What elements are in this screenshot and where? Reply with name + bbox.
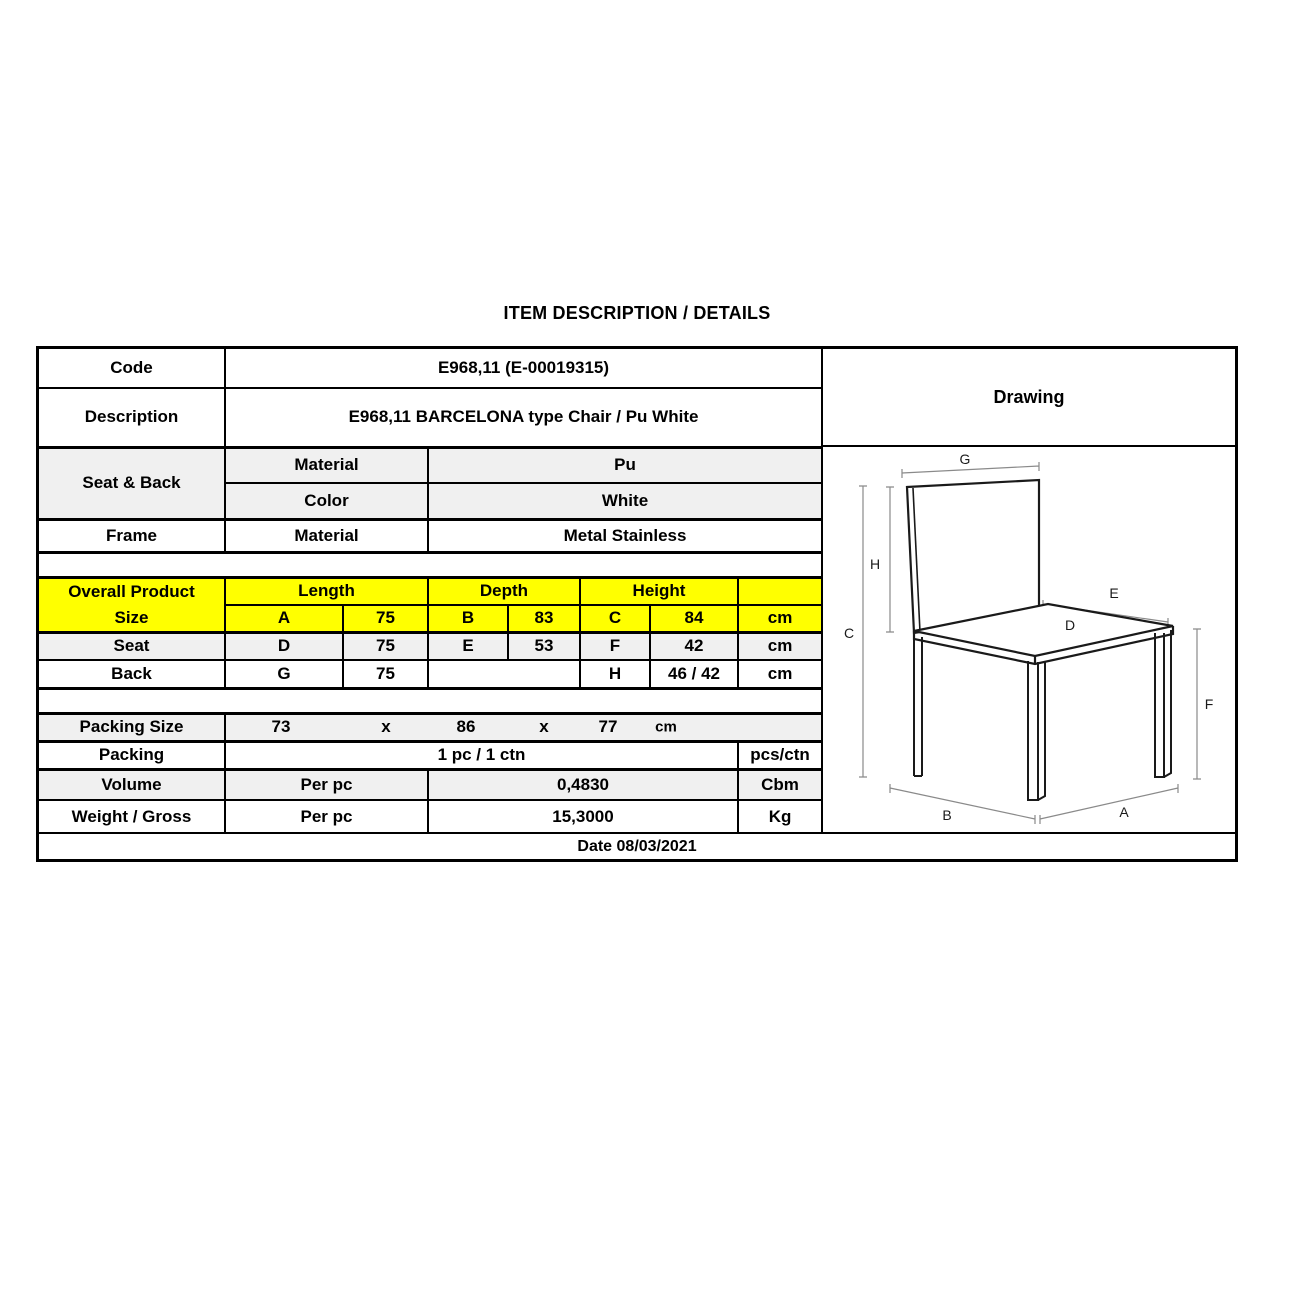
packing-size-x2: x: [539, 717, 549, 736]
packing-row: [39, 741, 821, 769]
seat-unit: cm: [738, 632, 821, 660]
packing-size-row: [39, 713, 821, 741]
description-label: Description: [39, 388, 225, 447]
back-depth-empty-cell: [428, 660, 580, 688]
spacer-row: [39, 688, 821, 713]
seat-size-label: Seat: [39, 632, 225, 660]
dim-label-f: F: [1204, 696, 1214, 712]
back-size-row: [39, 660, 821, 688]
packing-size-label: Packing Size: [39, 713, 225, 741]
seat-back-color-label: Color: [225, 483, 428, 519]
dim-label-c: C: [843, 625, 855, 641]
height-header: Height: [580, 577, 738, 605]
dim-c-letter: C: [580, 605, 650, 632]
back-size-label: Back: [39, 660, 225, 688]
volume-per: Per pc: [225, 769, 428, 800]
volume-value: 0,4830: [428, 769, 738, 800]
weight-label: Weight / Gross: [39, 800, 225, 832]
weight-per: Per pc: [225, 800, 428, 832]
weight-value: 15,3000: [428, 800, 738, 832]
overall-size-label: [39, 577, 225, 632]
code-label: Code: [39, 349, 225, 388]
packing-label: Packing: [39, 741, 225, 769]
frame-material-value: Metal Stainless: [428, 519, 821, 552]
overall-size-label-line1: Overall Product: [68, 581, 195, 601]
packing-value: 1 pc / 1 ctn: [225, 741, 738, 769]
size-header-unit-cell: [738, 577, 821, 605]
packing-size-v2: 86: [456, 717, 476, 736]
frame-row: [39, 519, 821, 552]
dim-g-value: 75: [343, 660, 428, 688]
frame-material-label: Material: [225, 519, 428, 552]
dim-a-value: 75: [343, 605, 428, 632]
overall-unit: cm: [738, 605, 821, 632]
page-title: ITEM DESCRIPTION / DETAILS: [503, 303, 771, 323]
spacer-row: [39, 552, 821, 577]
packing-size-values: [225, 713, 821, 741]
spec-sheet: [36, 346, 1238, 862]
dim-label-g: G: [959, 451, 971, 467]
date-row: Date 08/03/2021: [39, 832, 1235, 859]
chair-outline: [907, 480, 1173, 800]
packing-unit: pcs/ctn: [738, 741, 821, 769]
dim-b-letter: B: [428, 605, 508, 632]
length-header: Length: [225, 577, 428, 605]
seat-back-material-value: Pu: [428, 447, 821, 483]
drawing-title: Drawing: [823, 349, 1235, 447]
weight-unit: Kg: [738, 800, 821, 832]
description-row: [39, 388, 821, 447]
dim-f-letter: F: [580, 632, 650, 660]
dim-h-letter: H: [580, 660, 650, 688]
chair-drawing: [823, 447, 1235, 832]
chair-leg-front: [1028, 661, 1045, 800]
dim-label-b: B: [942, 807, 952, 823]
dim-a-letter: A: [225, 605, 343, 632]
seat-size-row: [39, 632, 821, 660]
packing-size-v3: 77: [598, 717, 618, 736]
chair-drawing-svg: [823, 447, 1235, 832]
chair-leg-right: [1155, 630, 1171, 777]
volume-label: Volume: [39, 769, 225, 800]
drawing-panel: [821, 349, 1235, 832]
dim-label-d: D: [1064, 617, 1076, 633]
code-row: [39, 349, 821, 388]
seat-back-label: Seat & Back: [39, 447, 225, 519]
back-unit: cm: [738, 660, 821, 688]
dim-e-letter: E: [428, 632, 508, 660]
dim-b-value: 83: [508, 605, 580, 632]
dim-label-h: H: [869, 556, 881, 572]
seat-back-material-label: Material: [225, 447, 428, 483]
packing-size-unit: cm: [655, 718, 677, 736]
code-value: E968,11 (E-00019315): [225, 349, 821, 388]
packing-size-x1: x: [381, 717, 391, 736]
dim-label-e: E: [1109, 585, 1119, 601]
dim-h-value: 46 / 42: [650, 660, 738, 688]
spec-table: [39, 349, 821, 832]
weight-row: [39, 800, 821, 832]
depth-header: Depth: [428, 577, 580, 605]
dim-f-value: 42: [650, 632, 738, 660]
dim-label-a: A: [1119, 804, 1129, 820]
dim-g-letter: G: [225, 660, 343, 688]
overall-size-label-line2: Size: [114, 607, 149, 627]
seat-back-material-row: [39, 447, 821, 483]
volume-unit: Cbm: [738, 769, 821, 800]
size-header-row: [39, 577, 821, 605]
seat-back-color-value: White: [428, 483, 821, 519]
dim-c-value: 84: [650, 605, 738, 632]
frame-label: Frame: [39, 519, 225, 552]
description-value: E968,11 BARCELONA type Chair / Pu White: [225, 388, 821, 447]
dim-d-letter: D: [225, 632, 343, 660]
dim-e-value: 53: [508, 632, 580, 660]
volume-row: [39, 769, 821, 800]
dim-d-value: 75: [343, 632, 428, 660]
chair-leg-back-left: [914, 637, 922, 776]
packing-size-v1: 73: [271, 717, 291, 736]
